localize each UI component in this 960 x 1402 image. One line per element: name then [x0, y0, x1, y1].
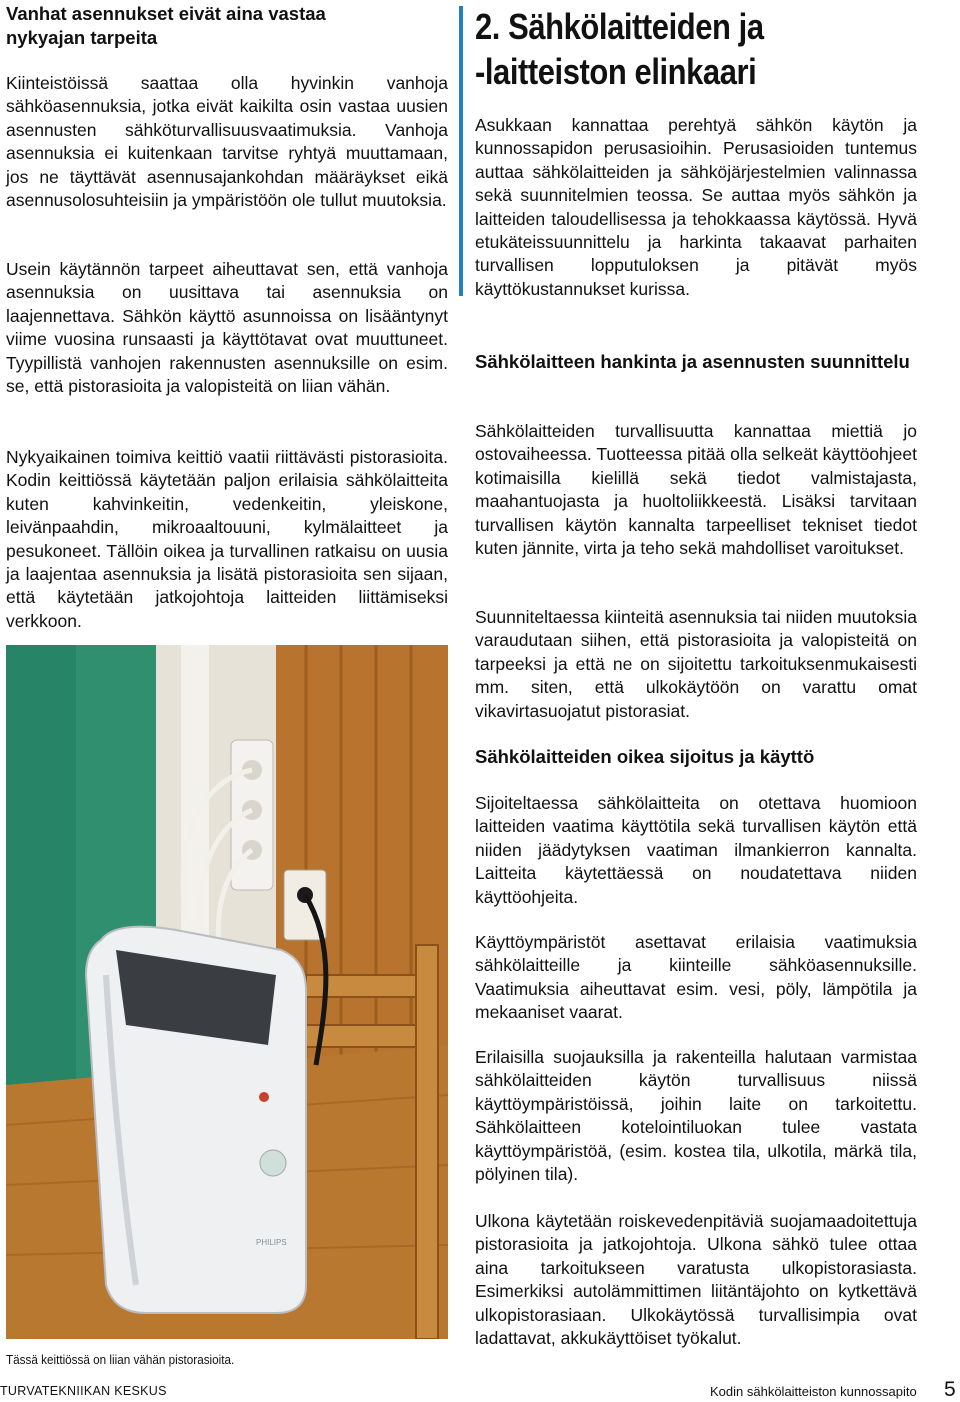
kitchen-photo: [6, 645, 448, 1339]
toaster-brand: PHILIPS: [256, 1238, 287, 1247]
column-divider: [459, 6, 463, 296]
placement-paragraph-3: Erilaisilla suojauksilla ja rakenteilla halutaan varmistaa sähkölaitteiden käytön turvallisuus niissä käyttöympäristöissä, joihin laite on tarkoitettu. Sähkölaitteen kotelointiluokan tulee vastata käyttöympäristöä, (esim. kostea tila, ulkotila, märkä tila, pölyinen tila).: [475, 1047, 917, 1185]
paragraph-2: Usein käytännön tarpeet aiheuttavat sen, että vanhoja asennuksia on uusittava tai asennuksia on laajennettava. Sähkön käyttö asunnoissa on lisääntynyt viime vuosina runsaasti ja käyttötavat ovat muuttuneet. Tyypillistä vanhojen rakennusten asennuksille on esim. se, että pistorasioita ja valopisteitä on liian vähän.: [6, 259, 448, 397]
procurement-paragraph-1: Sähkölaitteiden turvallisuutta kannattaa miettiä jo ostovaiheessa. Tuotteessa pitää olla selkeät käyttöohjeet kotimaisilla kielillä sekä tiedot valmistajasta, maahantuojasta ja huoltoliikkeestä. Lisäksi tarvitaan turvallisen käytön kannalta tarpeelliset tekniset tiedot kuten jännite, virta ja teho sekä mahdolliset varoitukset.: [475, 421, 917, 559]
placement-paragraph-1: Sijoiteltaessa sähkölaitteita on otettava huomioon laitteiden vaatima käyttötila sekä turvallisen käytön että niiden jäädytyksen vaatiman ilmankierron kannalta. Laitteita käytettäessä on noudatettava niiden käyttöohjeita.: [475, 793, 917, 907]
page-number: 5: [944, 1378, 956, 1401]
footer-title: Kodin sähkölaitteiston kunnossapito: [710, 1384, 917, 1399]
footer-publisher: TURVATEKNIIKAN KESKUS: [0, 1384, 167, 1398]
procurement-paragraph-2: Suunniteltaessa kiinteitä asennuksia tai niiden muutoksia varaudutaan siihen, että pistorasioita ja valopisteitä on tarpeeksi ja että ne on sijoitettu tarkoituksenmukaisesti mm. siten, että ulkokäytöön on varattu omat vikavirtasuojatut pistorasiat.: [475, 607, 917, 721]
subheading-placement: Sähkölaitteiden oikea sijoitus ja käyttö: [475, 746, 815, 767]
paragraph-1: Kiinteistöissä saattaa olla hyvinkin vanhoja sähköasennuksia, jotka eivät kaikilta osin vastaa uusien asennusten sähköturvallisuusvaatimuksia. Vanhoja asennuksia ei kuitenkaan tarvitse ryhtyä muuttamaan, jos ne täyttävät asennusajankohdan määräykset eikä asennusolosuhteisiin ja ympäristöön ole tullut muutoksia.: [6, 73, 448, 211]
subheading-procurement: Sähkölaitteen hankinta ja asennusten suunnittelu: [475, 351, 910, 372]
placement-paragraph-4: Ulkona käytetään roiskevedenpitäviä suojamaadoitettuja pistorasioita ja jatkojohtoja. Ulkona sähkö tulee ottaa aina tarkoitukseen varatusta ulkopistorasiasta. Esimerkiksi autolämmittimen liitäntäjohto on kytkettävä ulkopistorasiaan. Ulkokäytössä turvallisimpia ovat ladattavat, akkukäyttöiset työkalut.: [475, 1211, 917, 1349]
photo-caption: Tässä keittiössä on liian vähän pistorasioita.: [6, 1352, 235, 1367]
chapter-title-line-1: 2. Sähkölaitteiden ja: [475, 6, 764, 47]
paragraph-3: Nykyaikainen toimiva keittiö vaatii riittävästi pistorasioita. Kodin keittiössä käytetään paljon erilaisia sähkölaitteita kuten kahvinkeitin, vedenkeitin, yleiskone, leivänpaahdin, mikroaaltouuni, kylmälaitteet ja pesukoneet. Tällöin oikea ja turvallinen ratkaisu on uusia ja laajentaa asennuksia ja lisätä pistorasioita sen sijaan, että käytetään jatkojohtoja laitteiden liittämiseksi verkkoon.: [6, 447, 448, 631]
chapter-title-line-2: -laitteiston elinkaari: [475, 51, 757, 92]
section-heading: Vanhat asennukset eivät aina vastaa nykyajan tarpeita: [6, 3, 326, 48]
intro-paragraph: Asukkaan kannattaa perehtyä sähkön käytön ja kunnossapidon perusasioihin. Perusasioiden tuntemus auttaa sähkölaitteiden ja sähköjärjestelmien valinnassa sekä suunnitelmien teossa. Se auttaa myös sähkön ja laitteiden taloudellisessa ja tehokkaassa käytössä. Hyvä etukäteissuunnittelu ja harkinta takaavat parhaiten turvallisen lopputuloksen ja pitävät myös käyttökustannukset kurissa.: [475, 115, 917, 299]
placement-paragraph-2: Käyttöympäristöt asettavat erilaisia vaatimuksia sähkölaitteille ja kiinteille sähköasennuksille. Vaatimuksia aiheuttavat esim. vesi, pöly, lämpötila ja mekaaniset vaarat.: [475, 932, 917, 1023]
chapter-title: [475, 4, 879, 94]
